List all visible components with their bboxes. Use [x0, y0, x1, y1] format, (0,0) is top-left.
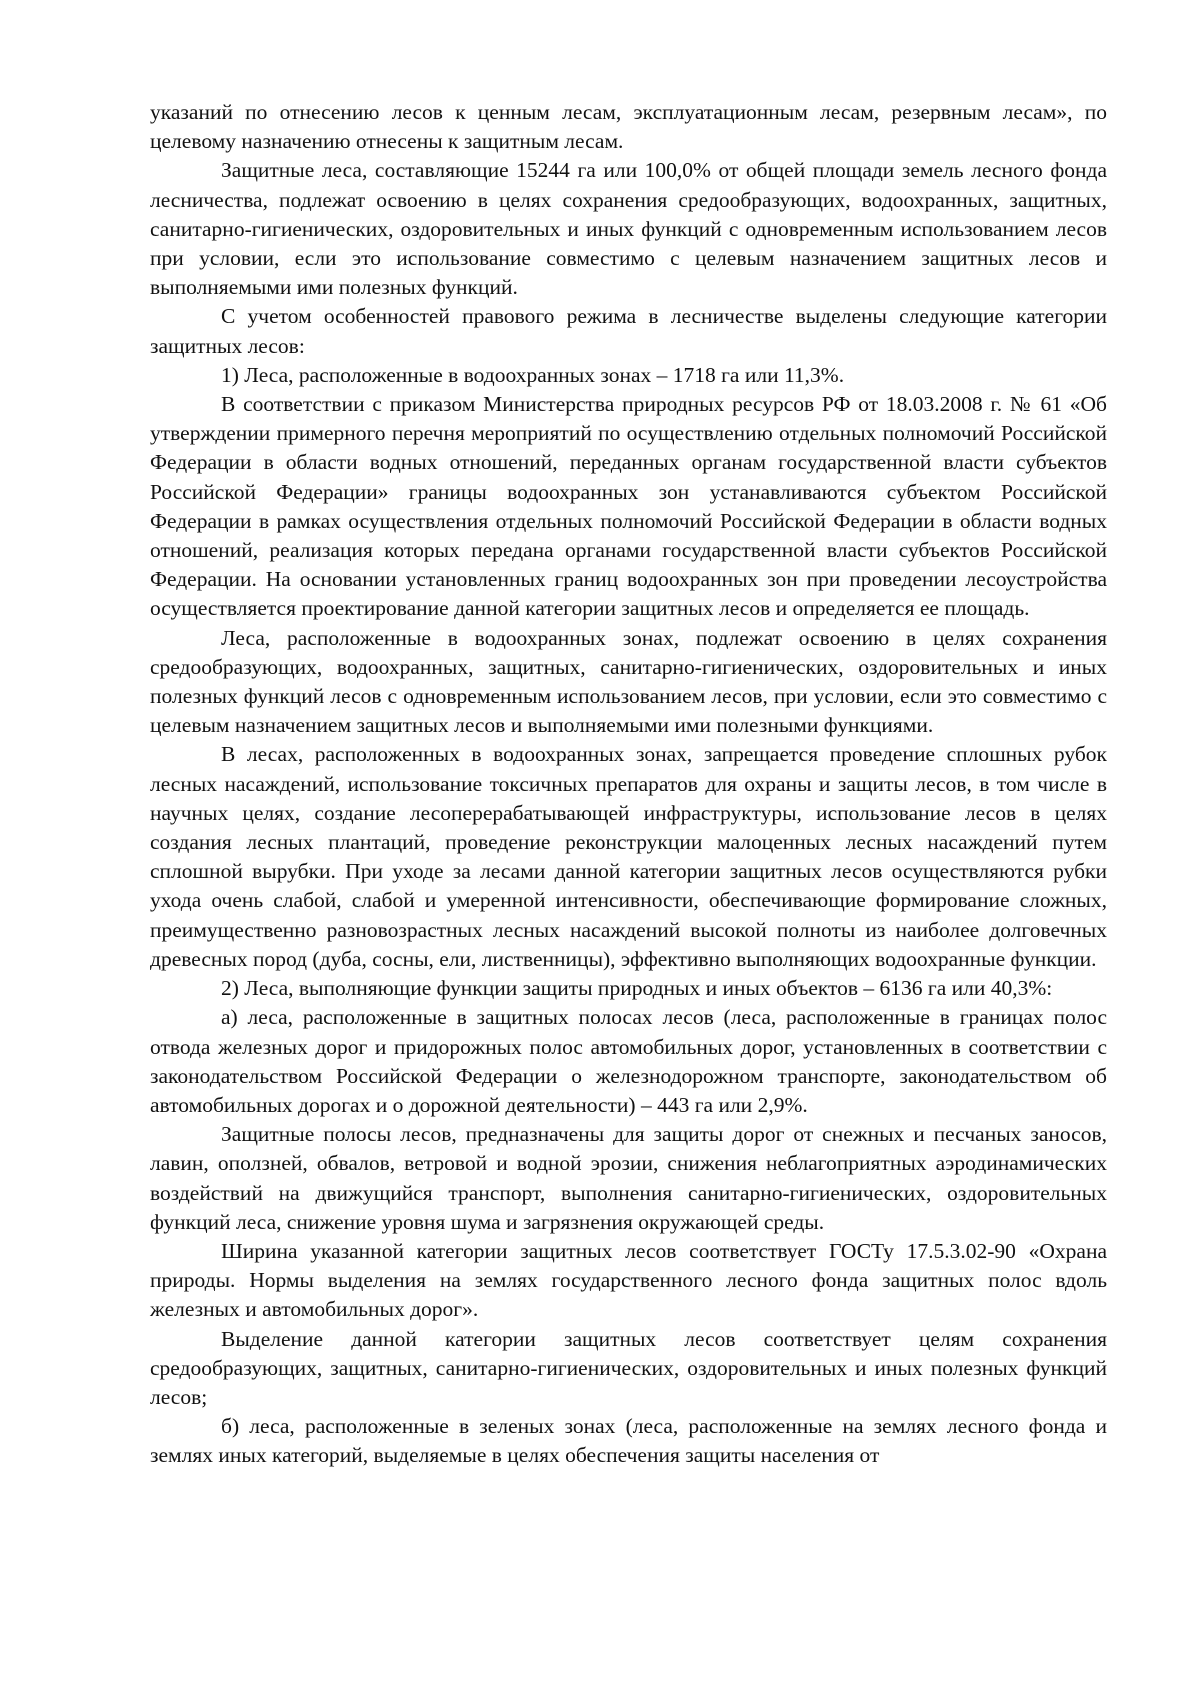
- paragraph-water-zone-prohibitions: В лесах, расположенных в водоохранных зонах, запрещается проведение сплошных рубок лесных насаждений, использование токсичных препаратов для охраны и защиты лесов, в том числе в научных целях, создание лесоперерабатывающей инфраструктуры, использование лесов в целях создания лесных плантаций, проведение реконструкции малоценных лесных насаждений путем сплошной вырубки. При уходе за лесами данной категории защитных лесов осуществляются рубки ухода очень слабой, слабой и умеренной интенсивности, обеспечивающие формирование сложных, преимущественно разновозрастных лесных насаждений высокой полноты из наиболее долговечных древесных пород (дуба, сосны, ели, лиственницы), эффективно выполняющих водоохранные функции.: [150, 742, 1107, 971]
- paragraph-intro-continuation: указаний по отнесению лесов к ценным лесам, эксплуатационным лесам, резервным лесам», по целевому назначению отнесены к защитным лесам.: [150, 100, 1107, 154]
- list-item-protective-strips: а) леса, расположенные в защитных полосах лесов (леса, расположенные в границах полос отвода железных дорог и придорожных полос автомобильных дорог, установленных в соответствии с законодательством Российской Федерации о железнодорожном транспорте, законодательством об автомобильных дорогах и о дорожной деятельности) – 443 га или 2,9%.: [150, 1005, 1107, 1117]
- list-item-green-zones: б) леса, расположенные в зеленых зонах (леса, расположенные на землях лесного фонда и землях иных категорий, выделяемые в целях обеспечения защиты населения от: [150, 1414, 1107, 1468]
- list-item-object-protection-forests: 2) Леса, выполняющие функции защиты природных и иных объектов – 6136 га или 40,3%:: [221, 976, 1053, 1001]
- paragraph-categories-intro: С учетом особенностей правового режима в лесничестве выделены следующие категории защитных лесов:: [150, 304, 1107, 358]
- paragraph-protective-forests-area: Защитные леса, составляющие 15244 га или 100,0% от общей площади земель лесного фонда лесничества, подлежат освоению в целях сохранения средообразующих, водоохранных, защитных, санитарно-гигиенических, оздоровительных и иных функций с одновременным использованием лесов при условии, если это использование совместимо с целевым назначением защитных лесов и выполняемыми ими полезных функций.: [150, 158, 1107, 300]
- paragraph-gost-width: Ширина указанной категории защитных лесов соответствует ГОСТу 17.5.3.02-90 «Охрана природы. Нормы выделения на землях государственного лесного фонда защитных полос вдоль железных и автомобильных дорог».: [150, 1238, 1107, 1322]
- paragraph-water-zone-forests-purpose: Леса, расположенные в водоохранных зонах, подлежат освоению в целях сохранения средообразующих, водоохранных, защитных, санитарно-гигиенических, оздоровительных и иных полезных функций лесов с одновременным использованием лесов, при условии, если это совместимо с целевым назначением защитных лесов и выполняемыми ими полезными функциями.: [150, 625, 1107, 738]
- paragraph-ministry-order: В соответствии с приказом Министерства природных ресурсов РФ от 18.03.2008 г. № 61 «Об утверждении примерного перечня мероприятий по осуществлению отдельных полномочий Российской Федерации в области водных отношений, переданных органам государственной власти субъектов Российской Федерации» границы водоохранных зон устанавливаются субъектом Российской Федерации в рамках осуществления отдельных полномочий Российской Федерации в области водных отношений, реализация которых передана органами государственной власти субъектов Российской Федерации. На основании установленных границ водоохранных зон при проведении лесоустройства осуществляется проектирование данной категории защитных лесов и определяется ее площадь.: [150, 392, 1107, 621]
- paragraph-category-allocation: Выделение данной категории защитных лесов соответствует целям сохранения средообразующих, защитных, санитарно-гигиенических, оздоровительных и иных полезных функций лесов;: [150, 1326, 1107, 1409]
- list-item-water-protection-zones: 1) Леса, расположенные в водоохранных зонах – 1718 га или 11,3%.: [221, 362, 845, 387]
- paragraph-protective-strips-purpose: Защитные полосы лесов, предназначены для защиты дорог от снежных и песчаных заносов, лавин, оползней, обвалов, ветровой и водной эрозии, снижения неблагоприятных аэродинамических воздействий на движущийся транспорт, выполнения санитарно-гигиенических, оздоровительных функций леса, снижение уровня шума и загрязнения окружающей среды.: [150, 1122, 1107, 1234]
- document-page: [150, 98, 1107, 1471]
